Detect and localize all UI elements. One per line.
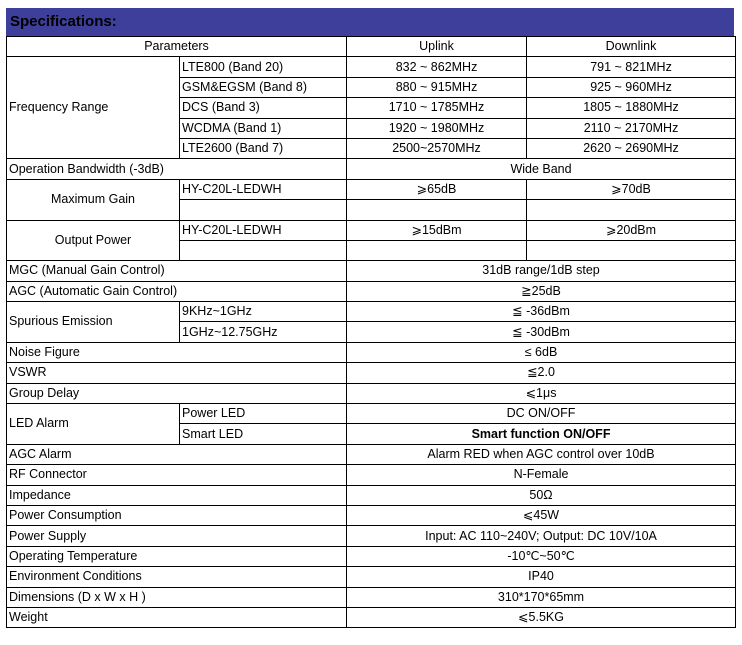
power-consumption-value: ⩽45W [347,505,736,525]
maximum-gain-uplink: ⩾65dB [347,179,527,199]
band-name: LTE2600 (Band 7) [180,138,347,158]
table-row [7,607,736,627]
band-uplink: 880 ~ 915MHz [347,77,527,97]
led-name: Power LED [180,404,347,424]
output-power-uplink: ⩾15dBm [347,220,527,240]
table-row [7,404,736,424]
empty-cell [527,240,736,260]
header-row [7,37,736,57]
noise-figure-value: ≤ 6dB [347,342,736,362]
band-downlink: 1805 ~ 1880MHz [527,98,736,118]
band-name: GSM&EGSM (Band 8) [180,77,347,97]
band-downlink: 2110 ~ 2170MHz [527,118,736,138]
empty-cell [180,200,347,220]
led-value: Smart function ON/OFF [347,424,736,444]
spurious-value: ≦ -36dBm [347,302,736,322]
output-power-label: Output Power [7,220,180,261]
dimensions-label: Dimensions (D x W x H ) [7,587,347,607]
empty-cell [347,200,527,220]
vswr-value: ≦2.0 [347,363,736,383]
table-row [7,383,736,403]
output-power-downlink: ⩾20dBm [527,220,736,240]
maximum-gain-downlink: ⩾70dB [527,179,736,199]
band-downlink: 791 ~ 821MHz [527,57,736,77]
impedance-value: 50Ω [347,485,736,505]
uplink-header: Uplink [347,37,527,57]
weight-value: ⩽5.5KG [347,607,736,627]
agc-alarm-value: Alarm RED when AGC control over 10dB [347,444,736,464]
table-row [7,302,736,322]
weight-label: Weight [7,607,347,627]
spurious-value: ≦ -30dBm [347,322,736,342]
spurious-emission-label: Spurious Emission [7,302,180,343]
table-row [7,159,736,179]
operation-bandwidth-label: Operation Bandwidth (-3dB) [7,159,347,179]
empty-cell [527,200,736,220]
table-row [7,261,736,281]
band-name: WCDMA (Band 1) [180,118,347,138]
band-name: LTE800 (Band 20) [180,57,347,77]
frequency-range-label: Frequency Range [7,57,180,159]
table-row [7,546,736,566]
parameters-header: Parameters [7,37,347,57]
empty-cell [180,240,347,260]
impedance-label: Impedance [7,485,347,505]
specifications-table [6,36,736,628]
spurious-range: 1GHz~12.75GHz [180,322,347,342]
led-name: Smart LED [180,424,347,444]
table-row [7,220,736,240]
power-supply-label: Power Supply [7,526,347,546]
band-downlink: 2620 ~ 2690MHz [527,138,736,158]
led-value: DC ON/OFF [347,404,736,424]
empty-cell [347,240,527,260]
table-row [7,179,736,199]
group-delay-value: ⩽1μs [347,383,736,403]
band-uplink: 832 ~ 862MHz [347,57,527,77]
table-row [7,505,736,525]
agc-value: ≧25dB [347,281,736,301]
dimensions-value: 310*170*65mm [347,587,736,607]
table-row [7,587,736,607]
vswr-label: VSWR [7,363,347,383]
operation-bandwidth-value: Wide Band [347,159,736,179]
mgc-label: MGC (Manual Gain Control) [7,261,347,281]
table-row [7,342,736,362]
table-row [7,363,736,383]
output-power-model: HY-C20L-LEDWH [180,220,347,240]
band-uplink: 1710 ~ 1785MHz [347,98,527,118]
table-row [7,465,736,485]
maximum-gain-model: HY-C20L-LEDWH [180,179,347,199]
specifications-title: Specifications: [6,8,734,36]
table-row [7,485,736,505]
noise-figure-label: Noise Figure [7,342,347,362]
downlink-header: Downlink [527,37,736,57]
environment-conditions-label: Environment Conditions [7,567,347,587]
table-row [7,526,736,546]
table-row [7,281,736,301]
agc-alarm-label: AGC Alarm [7,444,347,464]
maximum-gain-label: Maximum Gain [7,179,180,220]
band-downlink: 925 ~ 960MHz [527,77,736,97]
operating-temperature-label: Operating Temperature [7,546,347,566]
operating-temperature-value: -10℃~50℃ [347,546,736,566]
group-delay-label: Group Delay [7,383,347,403]
power-consumption-label: Power Consumption [7,505,347,525]
table-row [7,57,736,77]
led-alarm-label: LED Alarm [7,404,180,445]
table-row [7,567,736,587]
band-name: DCS (Band 3) [180,98,347,118]
agc-label: AGC (Automatic Gain Control) [7,281,347,301]
spurious-range: 9KHz~1GHz [180,302,347,322]
rf-connector-label: RF Connector [7,465,347,485]
band-uplink: 2500~2570MHz [347,138,527,158]
rf-connector-value: N-Female [347,465,736,485]
table-row [7,444,736,464]
power-supply-value: Input: AC 110~240V; Output: DC 10V/10A [347,526,736,546]
band-uplink: 1920 ~ 1980MHz [347,118,527,138]
environment-conditions-value: IP40 [347,567,736,587]
mgc-value: 31dB range/1dB step [347,261,736,281]
